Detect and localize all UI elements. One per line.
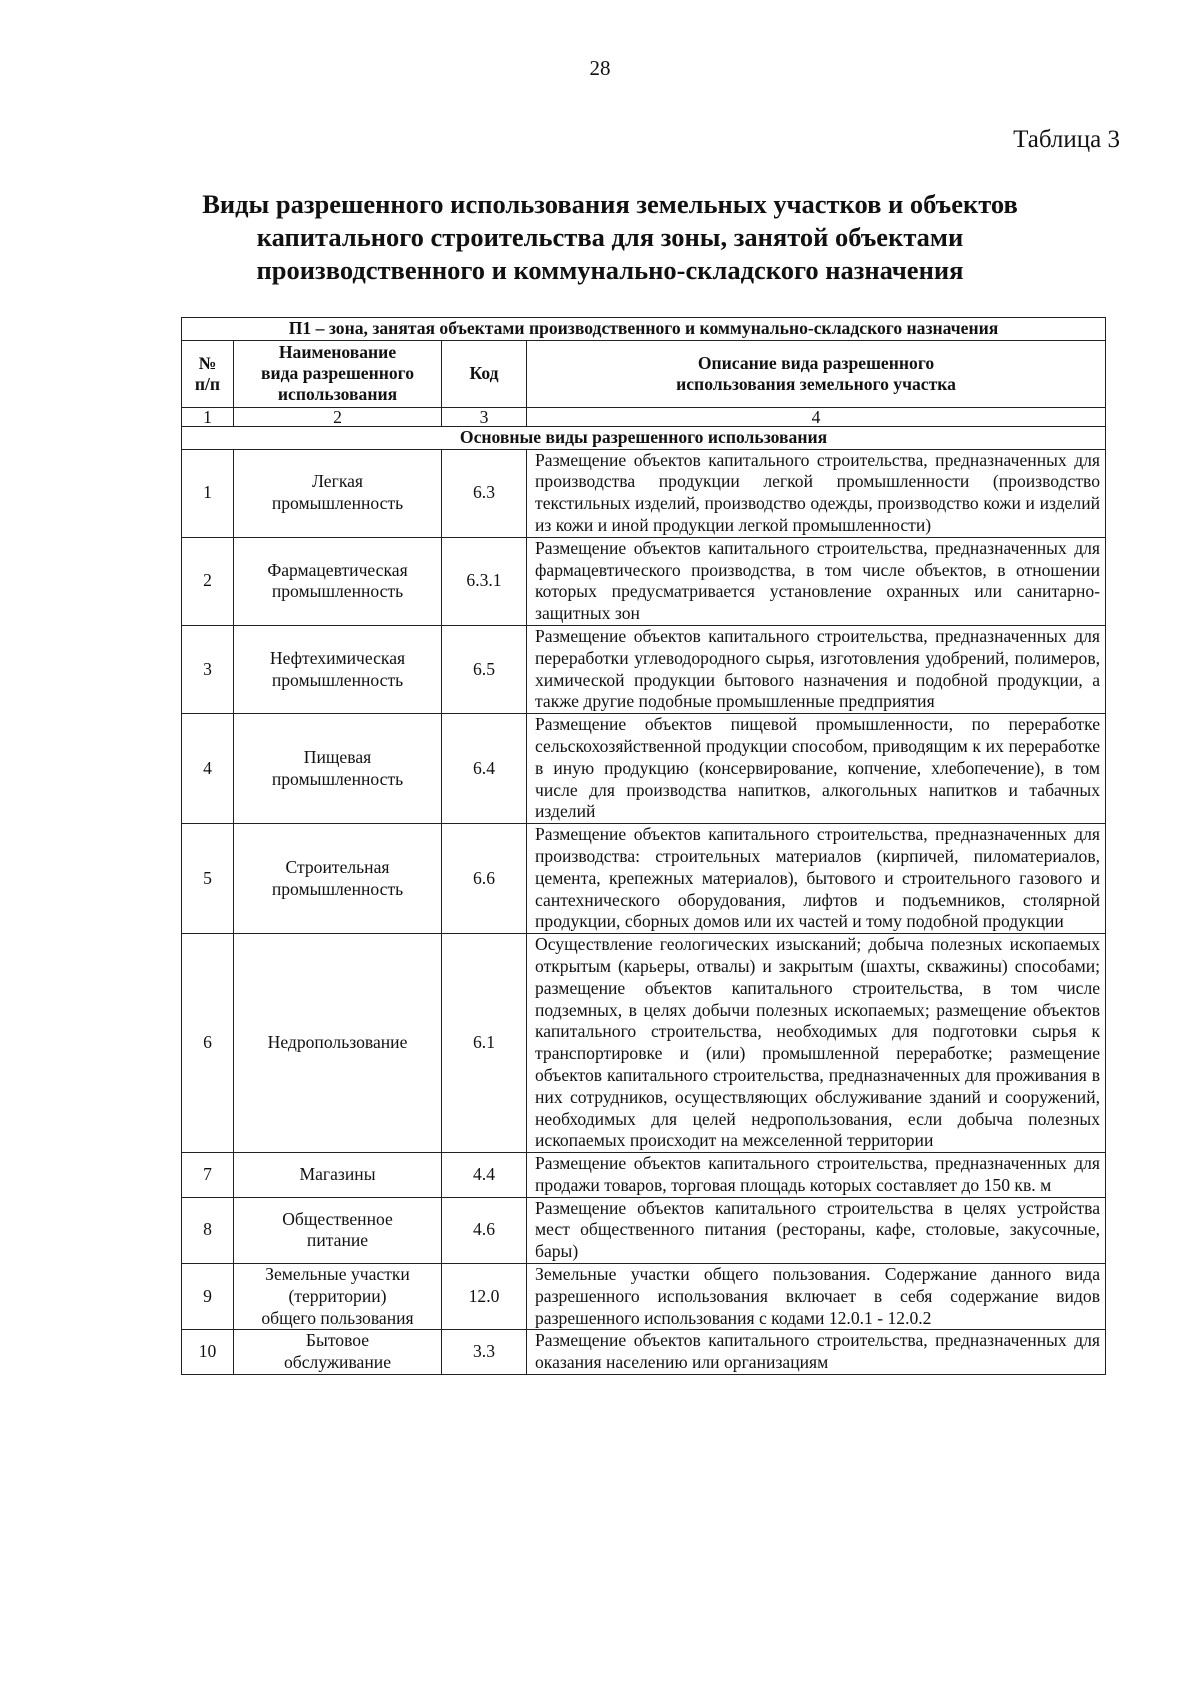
row-number: 4: [182, 714, 234, 824]
row-name-line2: промышленность: [271, 669, 404, 690]
row-number: 6: [182, 934, 234, 1153]
row-name-line1: Легкая: [311, 471, 364, 492]
row-description: Размещение объектов капитального строительства, предназначенных для переработки углеводородного сырья, изготовления удобрений, полимеров, химической продукции бытового назначения и подобной продукции, а также другие подобные промышленные предприятия: [527, 625, 1106, 713]
row-name-line1: Нефтехимическая: [269, 647, 406, 668]
zone-header-row: [182, 318, 1106, 341]
header-name: [234, 340, 442, 407]
row-number: 9: [182, 1264, 234, 1330]
row-description: Осуществление геологических изысканий; добыча полезных ископаемых открытым (карьеры, отвалы) и закрытым (шахты, скважины) способами; размещение объектов капитального строительства, в том числе подземных, в целях добычи полезных ископаемых; размещение объектов капитального строительства, необходимых для подготовки сырья к транспортировке и (или) промышленной переработке; размещение объектов капитального строительства, предназначенных для проживания в них сотрудников, осуществляющих обслуживание зданий и сооружений, необходимых для целей недропользования, если добыча полезных ископаемых происходит на межселенной территории: [527, 934, 1106, 1153]
section-main-uses: Основные виды разрешенного использования: [182, 426, 1106, 449]
table-row: [182, 1197, 1106, 1263]
table-row: [182, 714, 1106, 824]
header-name-line1: Наименование: [278, 342, 397, 363]
row-name-line1: Земельные участки: [265, 1264, 410, 1285]
row-name-line1: Фармацевтическая: [267, 559, 408, 580]
row-name: [234, 625, 442, 713]
row-number: 10: [182, 1330, 234, 1375]
row-code: 4.6: [442, 1197, 527, 1263]
header-number: [182, 340, 234, 407]
title-line-1: Виды разрешенного использования земельных участков и объектов: [202, 189, 1018, 219]
row-code: 3.3: [442, 1330, 527, 1375]
section-header-row: [182, 426, 1106, 449]
row-name-line1: Пищевая: [303, 746, 372, 767]
row-name-line1: Недропользование: [267, 1032, 408, 1053]
row-number: 3: [182, 625, 234, 713]
header-description: [527, 340, 1106, 407]
row-name-line3: общего пользования: [261, 1307, 414, 1328]
table-label: Таблица 3: [1013, 126, 1120, 153]
row-name-line2: промышленность: [271, 581, 404, 602]
row-name: [234, 934, 442, 1153]
row-code: 6.4: [442, 714, 527, 824]
row-name: [234, 1197, 442, 1263]
column-number: 1: [182, 407, 234, 426]
header-description-line1: Описание вида разрешенного: [697, 352, 935, 373]
table-row: [182, 824, 1106, 934]
table-row: [182, 1264, 1106, 1330]
row-number: 7: [182, 1153, 234, 1198]
title-line-2: капитального строительства для зоны, занятой объектами: [256, 222, 964, 252]
row-code: 12.0: [442, 1264, 527, 1330]
row-name: [234, 1330, 442, 1375]
row-name-line1: Общественное: [282, 1208, 393, 1229]
table-row: [182, 625, 1106, 713]
table-row: [182, 934, 1106, 1153]
row-name-line2: промышленность: [271, 768, 404, 789]
row-name: [234, 824, 442, 934]
row-name-line2: (территории): [288, 1285, 387, 1306]
row-name-line1: Бытовое: [305, 1330, 370, 1351]
table-row: [182, 1153, 1106, 1198]
row-description: Размещение объектов капитального строительства, предназначенных для производства продукции легкой промышленности (производство текстильных изделий, производство одежды, производство кожи и изделий из кожи и иной продукции легкой промышленности): [527, 449, 1106, 537]
row-code: 6.3: [442, 449, 527, 537]
row-name: [234, 1264, 442, 1330]
row-code: 6.5: [442, 625, 527, 713]
header-number-line1: №: [198, 352, 217, 373]
title-line-3: производственного и коммунально-складского назначения: [256, 255, 964, 285]
table-row: [182, 449, 1106, 537]
header-code: Код: [442, 340, 527, 407]
row-name-line2: питание: [306, 1230, 369, 1251]
column-number: 2: [234, 407, 442, 426]
page-number: 28: [589, 56, 611, 80]
row-code: 4.4: [442, 1153, 527, 1198]
land-use-table: [181, 317, 1106, 1375]
row-description: Размещение объектов пищевой промышленности, по переработке сельскохозяйственной продукции способом, приводящим к их переработке в иную продукцию (консервирование, копчение, хлебопечение), в том числе для производства напитков, алкогольных напитков и табачных изделий: [527, 714, 1106, 824]
row-description: Земельные участки общего пользования. Содержание данного вида разрешенного использования включает в себя содержание видов разрешенного использования с кодами 12.0.1 - 12.0.2: [527, 1264, 1106, 1330]
row-code: 6.3.1: [442, 537, 527, 625]
column-number: 3: [442, 407, 527, 426]
row-name: [234, 714, 442, 824]
row-number: 8: [182, 1197, 234, 1263]
row-description: Размещение объектов капитального строительства, предназначенных для фармацевтического производства, в том числе объектов, в отношении которых предусматривается установление охранных или санитарно-защитных зон: [527, 537, 1106, 625]
row-number: 1: [182, 449, 234, 537]
header-name-line3: использования: [277, 384, 398, 405]
table-row: [182, 537, 1106, 625]
row-name-line1: Магазины: [299, 1163, 376, 1184]
row-name: [234, 449, 442, 537]
row-name: [234, 1153, 442, 1198]
row-description: Размещение объектов капитального строительства, предназначенных для производства: строительных материалов (кирпичей, пиломатериалов, цемента, крепежных материалов), бытового и строительного газового и сантехнического оборудования, лифтов и подъемников, столярной продукции, сборных домов или их частей и тому подобной продукции: [527, 824, 1106, 934]
row-name-line2: промышленность: [271, 878, 404, 899]
column-number-row: [182, 407, 1106, 426]
row-number: 5: [182, 824, 234, 934]
header-number-line2: п/п: [194, 373, 221, 394]
row-name-line2: обслуживание: [284, 1352, 391, 1373]
document-title: [150, 188, 1070, 287]
zone-header: П1 – зона, занятая объектами производственного и коммунально-складского назначения: [182, 318, 1106, 341]
row-number: 2: [182, 537, 234, 625]
row-name: [234, 537, 442, 625]
table-row: [182, 1330, 1106, 1375]
row-description: Размещение объектов капитального строительства в целях устройства мест общественного питания (рестораны, кафе, столовые, закусочные, бары): [527, 1197, 1106, 1263]
row-code: 6.1: [442, 934, 527, 1153]
header-description-line2: использования земельного участка: [676, 373, 956, 394]
row-description: Размещение объектов капитального строительства, предназначенных для продажи товаров, торговая площадь которых составляет до 150 кв. м: [527, 1153, 1106, 1198]
row-description: Размещение объектов капитального строительства, предназначенных для оказания населению или организациям: [527, 1330, 1106, 1375]
row-name-line2: промышленность: [271, 493, 404, 514]
column-number: 4: [527, 407, 1106, 426]
row-name-line1: Строительная: [285, 856, 390, 877]
header-name-line2: вида разрешенного: [260, 363, 415, 384]
column-header-row: [182, 340, 1106, 407]
row-code: 6.6: [442, 824, 527, 934]
